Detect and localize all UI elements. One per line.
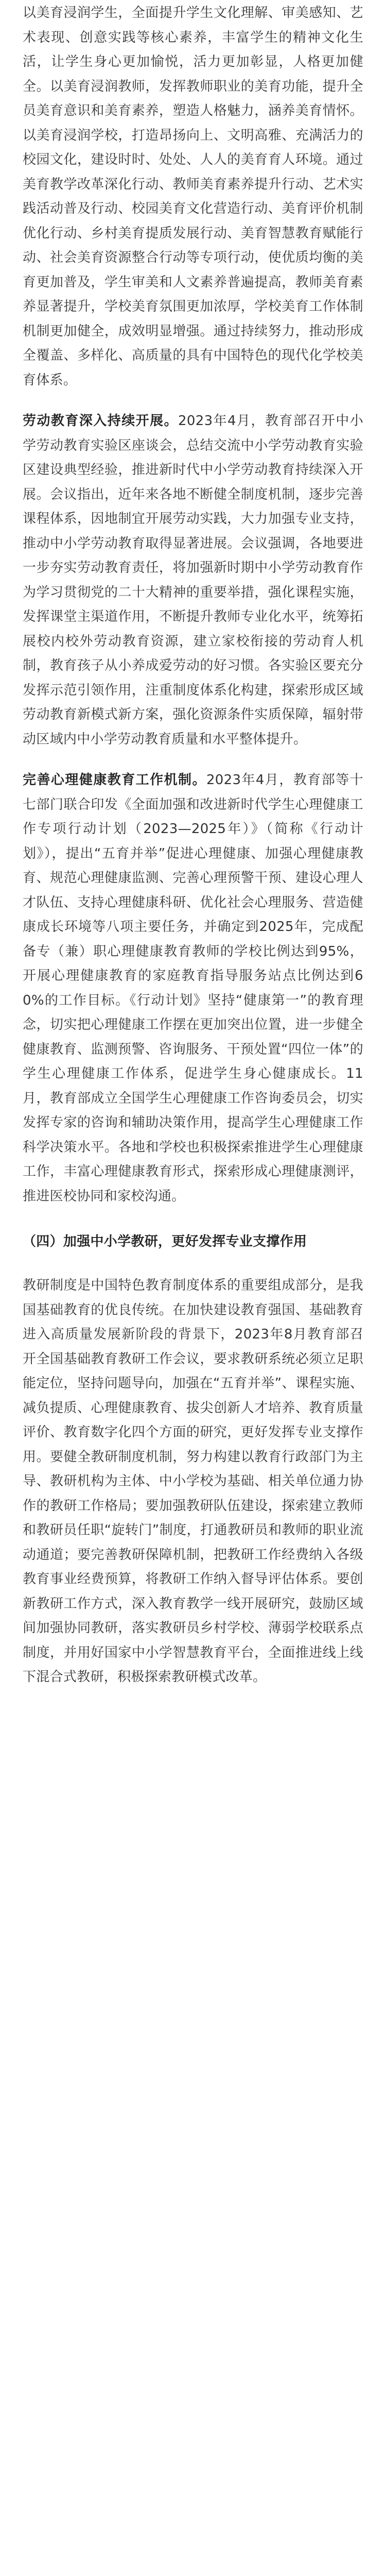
paragraph-labor-education (23, 409, 363, 752)
paragraph-lead: 劳动教育深入持续开展。 (23, 413, 179, 429)
paragraph-aesthetic-education (23, 1, 363, 393)
paragraph-lead: 完善心理健康教育工作机制。 (23, 772, 206, 788)
article-body (0, 1, 386, 1690)
paragraph-teaching-research (23, 1274, 363, 1690)
paragraph-text: 2023年4月，教育部召开中小学劳动教育实验区座谈会，总结交流中小学劳动教育实验区建设典型经验，推进新时代中小学劳动教育持续深入开展。会议指出，近年来各地不断健全制度机制，逐步完善课程体系，因地制宜开展劳动实践，大力加强专业支持，推动中小学劳动教育取得显著进展。会议强调，各地要进一步夯实劳动教育责任，将加强新时期中小学劳动教育作为学习贯彻党的二十大精神的重要举措，强化课程实施，发挥课堂主渠道作用，不断提升教师专业化水平，统筹拓展校内校外劳动教育资源，建立家校衔接的劳动育人机制，教育孩子从小养成爱劳动的好习惯。各实验区要充分发挥示范引领作用，注重制度体系化构建，探索形成区域劳动教育新模式新方案，强化资源条件实质保障，辐射带动区域内中小学劳动教育质量和水平整体提升。 (23, 413, 363, 747)
section-heading-text: （四）加强中小学教研，更好发挥专业支撑作用 (23, 1234, 307, 1249)
section-heading (23, 1229, 363, 1254)
paragraph-text: 以美育浸润学生，全面提升学生文化理解、审美感知、艺术表现、创意实践等核心素养，丰富学生的精神文化生活，让学生身心更加愉悦，活力更加彰显，人格更加健全。以美育浸润教师，发挥教师职业的美育功能，提升全员美育意识和美育素养，塑造人格魅力，涵养美育情怀。以美育浸润学校，打造昂扬向上、文明高雅、充满活力的校园文化，建设时时、处处、人人的美育育人环境。通过美育教学改革深化行动、教师美育素养提升行动、艺术实践活动普及行动、校园美育文化营造行动、美育评价机制优化行动、乡村美育提质发展行动、美育智慧教育赋能行动、社会美育资源整合行动等专项行动，使优质均衡的美育更加普及，学生审美和人文素养普遍提高，教师美育素养显著提升，学校美育氛围更加浓厚，学校美育工作体制机制更加健全，成效明显增强。通过持续努力，推动形成全覆盖、多样化、高质量的具有中国特色的现代化学校美育体系。 (23, 5, 363, 388)
paragraph-text: 教研制度是中国特色教育制度体系的重要组成部分，是我国基础教育的优良传统。在加快建设教育强国、基础教育进入高质量发展新阶段的背景下，2023年8月教育部召开全国基础教育教研工作会议，要求教研系统必须立足职能定位，坚持问题导向，加强在“五育并举”、课程实施、减负提质、心理健康教育、拔尖创新人才培养、教育质量评价、教育数字化四个方面的研究，更好发挥专业支撑作用。要健全教研制度机制，努力构建以教育行政部门为主导、教研机构为主体、中小学校为基础、相关单位通力协作的教研工作格局；要加强教研队伍建设，探索建立教师和教研员任职“旋转门”制度，打通教研员和教师的职业流动通道；要完善教研保障机制，把教研工作经费纳入各级教育事业经费预算，将教研工作纳入督导评估体系。要创新教研工作方式，深入教育教学一线开展研究，鼓励区域间加强协同教研，落实教研员乡村学校、薄弱学校联系点制度，并用好国家中小学智慧教育平台，全面推进线上线下混合式教研，积极探索教研模式改革。 (23, 1278, 363, 1685)
paragraph-mental-health (23, 768, 363, 1209)
paragraph-text: 2023年4月，教育部等十七部门联合印发《全面加强和改进新时代学生心理健康工作专项行动计划（2023—2025年）》（简称《行动计划》），提出“五育并举”促进心理健康、加强心理健康教育、规范心理健康监测、完善心理预警干预、建设心理人才队伍、支持心理健康科研、优化社会心理服务、营造健康成长环境等八项主要任务，并确定到2025年，完成配备专（兼）职心理健康教育教师的学校比例达到95%，开展心理健康教育的家庭教育指导服务站点比例达到60%的工作目标。《行动计划》坚持“健康第一”的教育理念，切实把心理健康工作摆在更加突出位置，进一步健全健康教育、监测预警、咨询服务、干预处置“四位一体”的学生心理健康工作体系，促进学生身心健康成长。11月，教育部成立全国学生心理健康工作咨询委员会，切实发挥专家的咨询和辅助决策作用，提高学生心理健康工作科学决策水平。各地和学校也积极探索推进学生心理健康工作，丰富心理健康教育形式，探索形成心理健康测评，推进医校协同和家校沟通。 (23, 772, 363, 1204)
